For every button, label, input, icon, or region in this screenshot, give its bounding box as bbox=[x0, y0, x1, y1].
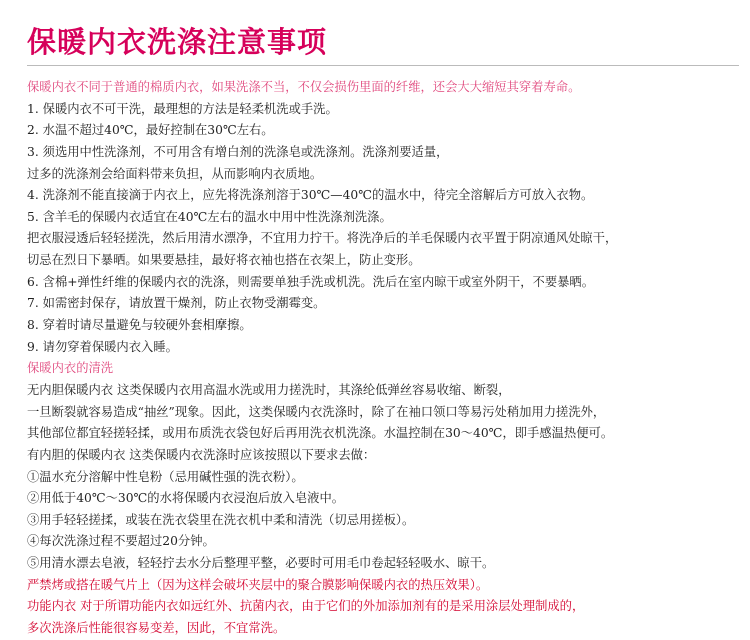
step-3: ③用手轻轻搓揉，或装在洗衣袋里在洗衣机中柔和清洗（切忌用搓板）。 bbox=[27, 512, 415, 527]
tip-4: 4. 洗涤剂不能直接滴于内衣上，应先将洗涤剂溶于30℃—40℃的温水中，待完全溶解后方可放入衣物。 bbox=[27, 188, 594, 203]
liner-paragraph: 有内胆的保暖内衣 这类保暖内衣洗涤时应该按照以下要求去做： bbox=[27, 447, 376, 462]
title-divider bbox=[27, 65, 739, 66]
step-5: ⑤用清水漂去皂液，轻轻拧去水分后整理平整，必要时可用毛巾卷起轻轻吸水、晾干。 bbox=[27, 556, 495, 571]
no-liner-paragraph: 无内胆保暖内衣 这类保暖内衣用高温水洗或用力搓洗时，其涤纶低弹丝容易收缩、断裂， bbox=[27, 382, 511, 397]
tip-9: 9. 请勿穿着保暖内衣入睡。 bbox=[27, 339, 178, 354]
tip-8: 8. 穿着时请尽量避免与较硬外套相摩擦。 bbox=[27, 318, 252, 333]
tip-5-detail: 把衣服浸透后轻轻搓洗，然后用清水漂净，不宜用力拧干。将洗净后的羊毛保暖内衣平置于阴凉通风处晾干， bbox=[27, 231, 618, 246]
step-2: ②用低于40℃～30℃的水将保暖内衣浸泡后放入皂液中。 bbox=[27, 491, 345, 506]
step-4: ④每次洗涤过程不要超过20分钟。 bbox=[27, 534, 215, 549]
intro-paragraph: 保暖内衣不同于普通的棉质内衣，如果洗涤不当，不仅会损伤里面的纤维，还会大大缩短其穿着寿命。 bbox=[27, 80, 581, 94]
tip-3: 3. 须选用中性洗涤剂，不可用含有增白剂的洗涤皂或洗涤剂。洗涤剂要适量， bbox=[27, 144, 449, 159]
tip-2: 2. 水温不超过40℃，最好控制在30℃左右。 bbox=[27, 123, 274, 138]
tip-7: 7. 如需密封保存，请放置干燥剂，防止衣物受潮霉变。 bbox=[27, 296, 326, 311]
no-liner-paragraph-line-2: 一旦断裂就容易造成“抽丝”现象。因此，这类保暖内衣洗涤时，除了在袖口领口等易污处稍加用力搓洗外， bbox=[27, 404, 606, 419]
article-body bbox=[27, 77, 742, 640]
tip-5-detail-continued: 切忌在烈日下暴晒。如果要悬挂，最好将衣袖也搭在衣架上，防止变形。 bbox=[27, 253, 421, 268]
warning-note: 严禁烤或搭在暖气片上（因为这样会破坏夹层中的聚合膜影响保暖内衣的热压效果）。 bbox=[27, 577, 489, 592]
tip-6: 6. 含棉+弹性纤维的保暖内衣的洗涤，则需要单独手洗或机洗。洗后在室内晾干或室外阴干，不要暴晒。 bbox=[27, 274, 595, 289]
functional-underwear-note: 功能内衣 对于所谓功能内衣如远红外、抗菌内衣，由于它们的外加添加剂有的是采用涂层处理制成的， bbox=[27, 599, 585, 614]
no-liner-paragraph-line-3: 其他部位都宜轻搓轻揉，或用布质洗衣袋包好后再用洗衣机洗涤。水温控制在30～40℃，即手感温热便可。 bbox=[27, 426, 614, 441]
functional-underwear-note-line-2: 多次洗涤后性能很容易变差，因此，不宜常洗。 bbox=[27, 621, 286, 636]
step-1: ①温水充分溶解中性皂粉（忌用碱性强的洗衣粉）。 bbox=[27, 469, 304, 484]
tip-1: 1. 保暖内衣不可干洗，最理想的方法是轻柔机洗或手洗。 bbox=[27, 101, 338, 116]
section-heading: 保暖内衣的清洗 bbox=[27, 361, 114, 376]
tip-3-continued: 过多的洗涤剂会给面料带来负担，从而影响内衣质地。 bbox=[27, 166, 323, 181]
tip-5: 5. 含羊毛的保暖内衣适宜在40℃左右的温水中用中性洗涤剂洗涤。 bbox=[27, 209, 392, 224]
page-title: 保暖内衣洗涤注意事项 bbox=[27, 25, 328, 59]
